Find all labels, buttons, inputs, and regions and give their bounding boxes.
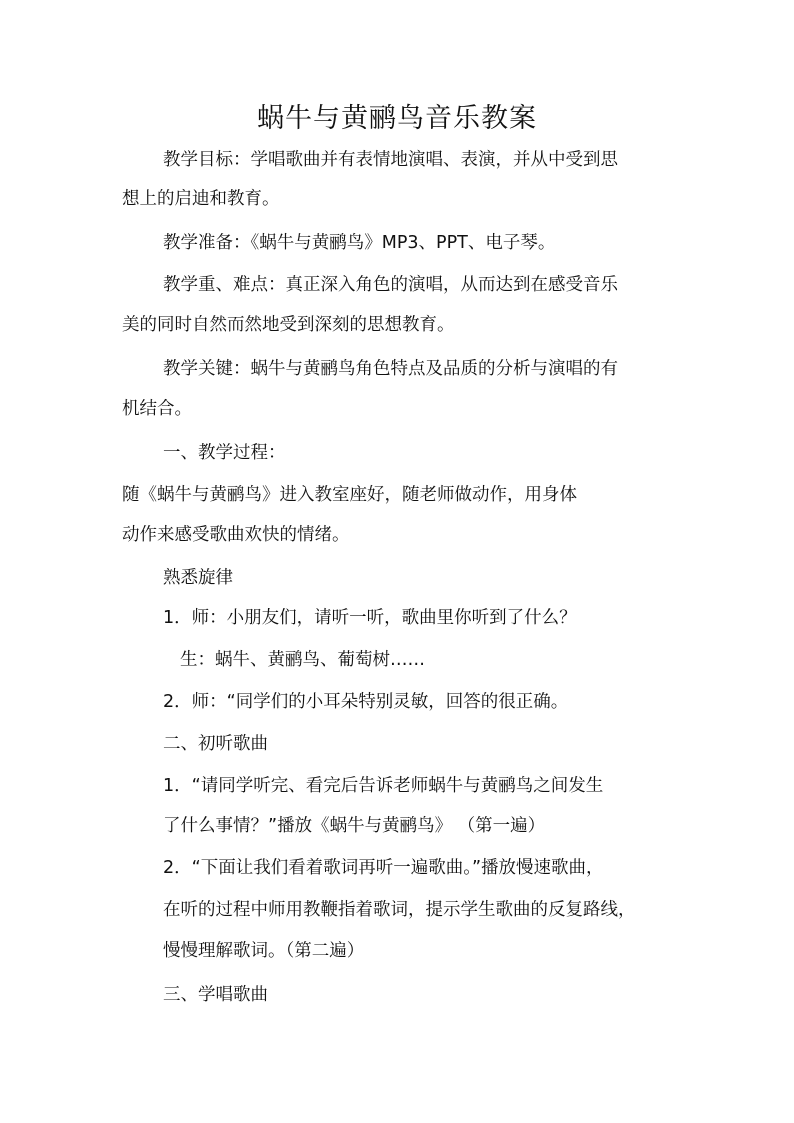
paragraph-line: 机结合。 bbox=[122, 399, 192, 419]
answer-line: 生：蜗牛、黄鹂鸟、葡萄树…… bbox=[180, 650, 425, 670]
document-title: 蜗牛与黄鹂鸟音乐教案 bbox=[257, 103, 537, 134]
paragraph-line: 动作来感受歌曲欢快的情绪。 bbox=[122, 525, 350, 545]
paragraph-line: 想上的启迪和教育。 bbox=[122, 189, 280, 209]
numbered-item: 2．“下面让我们看着歌词再听一遍歌曲。”播放慢速歌曲， bbox=[163, 858, 604, 878]
numbered-item-continuation: 在听的过程中师用教鞭指着歌词，提示学生歌曲的反复路线， bbox=[163, 900, 636, 920]
numbered-item: 1．“请同学听完、看完后告诉老师蜗牛与黄鹂鸟之间发生 bbox=[163, 776, 604, 796]
section-heading: 一、教学过程： bbox=[163, 443, 286, 463]
subsection-heading: 熟悉旋律 bbox=[163, 568, 233, 588]
paragraph-line: 教学关键：蜗牛与黄鹂鸟角色特点及品质的分析与演唱的有 bbox=[163, 359, 618, 379]
numbered-item: 2．师：“同学们的小耳朵特别灵敏，回答的很正确。 bbox=[163, 692, 569, 712]
paragraph-line: 教学准备：《蜗牛与黄鹂鸟》MP3、PPT、电子琴。 bbox=[163, 233, 556, 253]
paragraph-line: 教学目标：学唱歌曲并有表情地演唱、表演，并从中受到思 bbox=[163, 150, 618, 170]
paragraph-line: 教学重、难点：真正深入角色的演唱，从而达到在感受音乐 bbox=[163, 275, 618, 295]
paragraph-line: 随《蜗牛与黄鹂鸟》进入教室座好，随老师做动作，用身体 bbox=[122, 485, 577, 505]
section-heading: 三、学唱歌曲 bbox=[163, 985, 268, 1005]
numbered-item-continuation: 了什么事情？”播放《蜗牛与黄鹂鸟》 （第一遍） bbox=[163, 816, 546, 836]
numbered-item: 1．师：小朋友们，请听一听，歌曲里你听到了什么？ bbox=[163, 608, 577, 628]
section-heading: 二、初听歌曲 bbox=[163, 734, 268, 754]
numbered-item-continuation: 慢慢理解歌词。（第二遍） bbox=[163, 941, 365, 961]
paragraph-line: 美的同时自然而然地受到深刻的思想教育。 bbox=[122, 315, 455, 335]
